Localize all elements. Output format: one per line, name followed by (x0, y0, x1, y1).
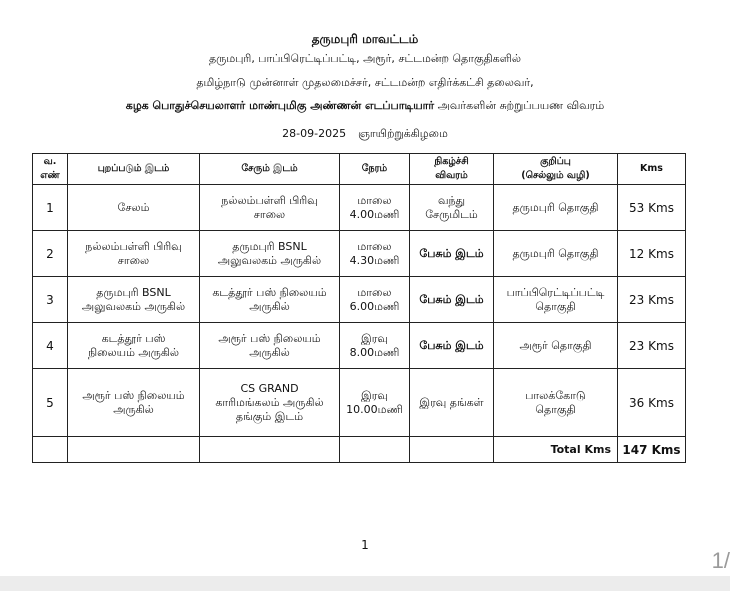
cell-start-line: சாலை (117, 253, 150, 267)
viewer-page-counter: 1/ (711, 548, 730, 573)
schedule-table (32, 153, 686, 463)
cell-time-line: மாலை (357, 285, 392, 299)
cell-note-line: பாலக்கோடு (525, 388, 586, 402)
cell-start-line: நிலையம் அருகில் (88, 345, 179, 359)
header-end: சேரும் இடம் (200, 154, 340, 185)
cell-start-line: கடத்தூர் பஸ் (101, 331, 166, 345)
viewer-bottom-bar (0, 576, 730, 591)
table-header-row (33, 154, 686, 185)
cell-start (68, 231, 200, 277)
cell-time-line: மாலை (357, 193, 392, 207)
cell-kms: 53 Kms (618, 185, 686, 231)
cell-end-line: அரூர் பஸ் நிலையம் (218, 331, 321, 345)
party-line (0, 99, 730, 114)
cell-time-line: 10.00மணி (346, 402, 403, 416)
cell-start (68, 369, 200, 437)
cell-event-line: வந்து (437, 193, 466, 207)
cell-time (340, 185, 410, 231)
cell-start-line: சேலம் (117, 200, 150, 214)
cell-time-line: 4.00மணி (349, 207, 400, 221)
cell-start-line: அலுவலகம் அருகில் (81, 299, 186, 313)
table-row (33, 277, 686, 323)
cell-note (494, 185, 618, 231)
cell-end (200, 323, 340, 369)
constituencies-line: தருமபுரி, பாப்பிரெட்டிப்பட்டி, அரூர், சட்டமன்ற தொகுதிகளில் (209, 52, 521, 65)
cell-event (410, 277, 494, 323)
cell-note (494, 231, 618, 277)
cell-time-line: 6.00மணி (349, 299, 400, 313)
cell-start (68, 323, 200, 369)
cell-end-line: நல்லம்பள்ளி பிரிவு (221, 193, 318, 207)
cell-end-line: அருகில் (249, 299, 290, 313)
cell-event-line: இரவு தங்கள் (419, 395, 484, 409)
cell-note-line: தருமபுரி தொகுதி (512, 200, 599, 214)
header-event: நிகழ்ச்சி விவரம் (410, 154, 494, 185)
party-line-rest: அவர்களின் சுற்றுப்பயண விவரம் (437, 99, 605, 112)
cell-note-line: தருமபுரி தொகுதி (512, 246, 599, 260)
date: 28-09-2025 (282, 127, 347, 140)
header-sno: வ. எண் (33, 154, 68, 185)
cell-note-line: பாப்பிரெட்டிப்பட்டி (506, 285, 605, 299)
header-note: குறிப்பு (செல்லும் வழி) (494, 154, 618, 185)
cell-sno: 5 (33, 369, 68, 437)
header-kms: Kms (618, 154, 686, 185)
cell-end-line: காரிமங்கலம் அருகில் (215, 395, 324, 409)
titles-line: தமிழ்நாடு முன்னாள் முதலமைச்சர், சட்டமன்ற எதிர்க்கட்சி தலைவர், (196, 76, 534, 89)
total-value: 147 Kms (618, 437, 686, 463)
cell-time-line: 8.00மணி (349, 345, 400, 359)
cell-note-line: அரூர் தொகுதி (519, 338, 592, 352)
cell-sno: 2 (33, 231, 68, 277)
cell-end (200, 231, 340, 277)
cell-event-line: பேசும் இடம் (419, 338, 484, 352)
cell-sno: 4 (33, 323, 68, 369)
day: ஞாயிற்றுக்கிழமை (358, 127, 448, 140)
table-row (33, 231, 686, 277)
cell-start-line: நல்லம்பள்ளி பிரிவு (85, 239, 182, 253)
date-line (0, 127, 730, 142)
cell-event-line: பேசும் இடம் (419, 292, 484, 306)
cell-start-line: அரூர் பஸ் நிலையம் (82, 388, 185, 402)
district-title: தருமபுரி மாவட்டம் (311, 32, 419, 46)
cell-end-line: தருமபுரி BSNL (232, 239, 307, 253)
cell-time (340, 231, 410, 277)
cell-note (494, 323, 618, 369)
table-row (33, 185, 686, 231)
table-row (33, 323, 686, 369)
table-row (33, 369, 686, 437)
cell-time (340, 323, 410, 369)
cell-start (68, 185, 200, 231)
cell-time-line: இரவு (361, 331, 388, 345)
cell-start (68, 277, 200, 323)
party-line-bold: கழக பொதுச்செயலாளர் மாண்புமிகு அண்ணன் எடப்பாடியார் (125, 99, 435, 112)
cell-event (410, 323, 494, 369)
cell-start-line: அருகில் (113, 402, 154, 416)
cell-time (340, 277, 410, 323)
cell-event (410, 185, 494, 231)
cell-note-line: தொகுதி (535, 402, 576, 416)
cell-event (410, 231, 494, 277)
cell-end (200, 185, 340, 231)
cell-end-line: கடத்தூர் பஸ் நிலையம் (212, 285, 327, 299)
cell-note (494, 277, 618, 323)
cell-end-line: அலுவலகம் அருகில் (217, 253, 322, 267)
total-row (33, 437, 686, 463)
cell-kms: 36 Kms (618, 369, 686, 437)
cell-end-line: சாலை (253, 207, 286, 221)
cell-end-line: தங்கும் இடம் (235, 409, 304, 423)
cell-sno: 1 (33, 185, 68, 231)
cell-time-line: 4.30மணி (349, 253, 400, 267)
cell-time-line: இரவு (361, 388, 388, 402)
cell-event (410, 369, 494, 437)
cell-event-line: சேருமிடம் (425, 207, 478, 221)
cell-end (200, 369, 340, 437)
cell-end-line: அருகில் (249, 345, 290, 359)
cell-end-line: CS GRAND (240, 381, 299, 395)
cell-end (200, 277, 340, 323)
cell-start-line: தருமபுரி BSNL (96, 285, 171, 299)
header-start: புறப்படும் இடம் (68, 154, 200, 185)
cell-note (494, 369, 618, 437)
cell-kms: 12 Kms (618, 231, 686, 277)
total-label: Total Kms (494, 437, 618, 463)
page-number: 1 (361, 538, 369, 552)
cell-time (340, 369, 410, 437)
cell-time-line: மாலை (357, 239, 392, 253)
cell-event-line: பேசும் இடம் (419, 246, 484, 260)
cell-note-line: தொகுதி (535, 299, 576, 313)
header-time: நேரம் (340, 154, 410, 185)
cell-kms: 23 Kms (618, 323, 686, 369)
cell-kms: 23 Kms (618, 277, 686, 323)
cell-sno: 3 (33, 277, 68, 323)
